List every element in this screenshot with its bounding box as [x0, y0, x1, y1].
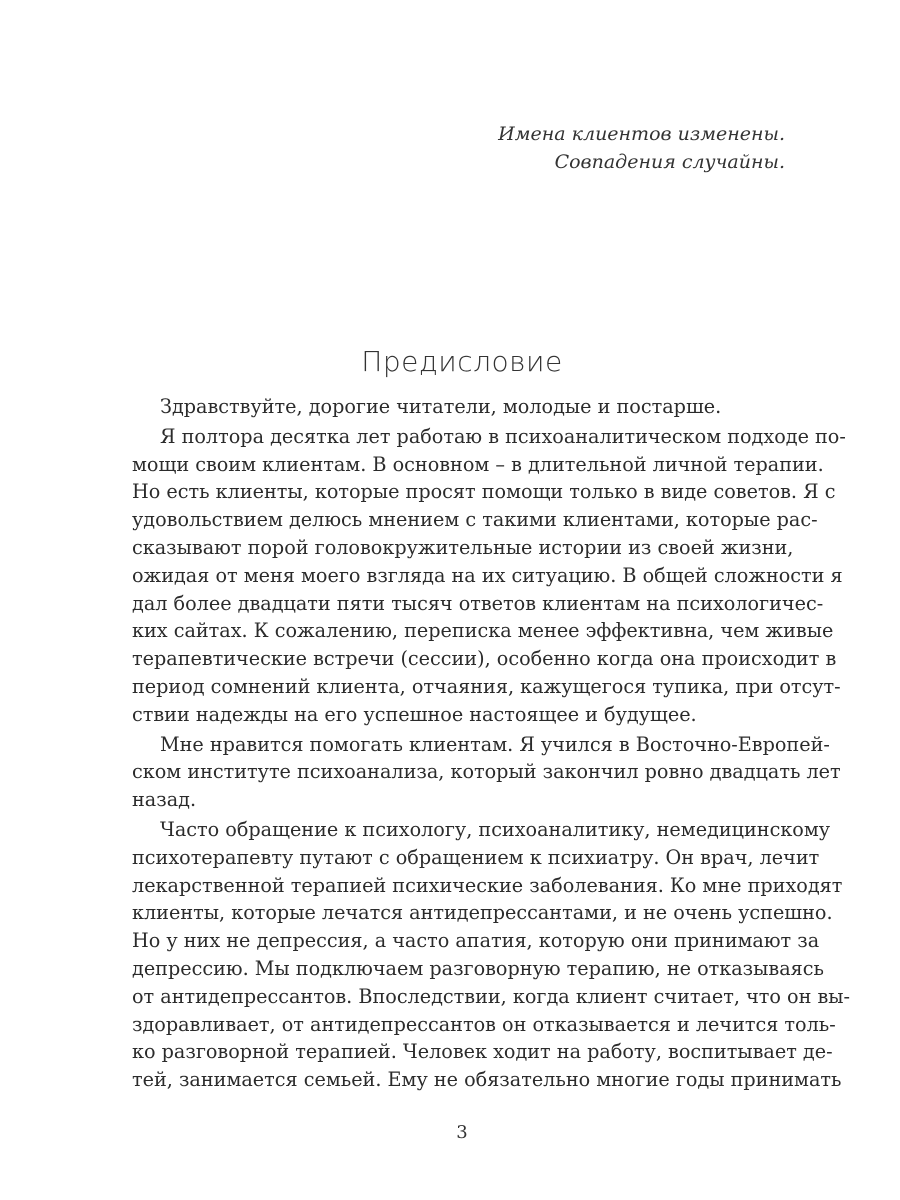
paragraph-2-line: терапевтические встречи (сессии), особенно когда она происходит в [132, 647, 837, 671]
paragraph-4-line: здоравливает, от антидепрессантов он отказывается и лечится толь- [132, 1012, 836, 1036]
paragraph-2-line: Я полтора десятка лет работаю в психоаналитическом подходе по- [160, 424, 846, 448]
paragraph-4-line: лекарственной терапией психические заболевания. Ко мне приходят [132, 873, 843, 897]
paragraph-1-line: Здравствуйте, дорогие читатели, молодые и постарше. [160, 395, 722, 418]
paragraph-4-line: Но у них не депрессия, а часто апатия, которую они принимают за [132, 929, 820, 953]
page-number: 3 [456, 1122, 468, 1143]
paragraph-2-line: сказывают порой головокружительные истории из своей жизни, [132, 535, 794, 559]
paragraph-2-line: удовольствием делюсь мнением с такими клиентами, которые рас- [132, 508, 818, 532]
paragraph-2-line: ожидая от меня моего взгляда на их ситуацию. В общей сложности я [132, 563, 843, 587]
paragraph-4-line: клиенты, которые лечатся антидепрессантами, и не очень успешно. [132, 901, 833, 925]
paragraph-2-line: период сомнений клиента, отчаяния, кажущегося тупика, при отсут- [132, 674, 841, 698]
paragraph-2-line: дал более двадцати пяти тысяч ответов клиентам на психологичес- [132, 591, 824, 615]
paragraph-2-line: Но есть клиенты, которые просят помощи только в виде советов. Я с [132, 480, 836, 504]
epigraph [498, 120, 785, 176]
paragraph-4-line: тей, занимается семьей. Ему не обязательно многие годы принимать [132, 1068, 842, 1092]
paragraph-2-line: мощи своим клиентам. В основном – в длительной личной терапии. [132, 452, 824, 476]
paragraph-4-line: от антидепрессантов. Впоследствии, когда клиент считает, что он вы- [132, 984, 851, 1008]
epigraph-line-2: Совпадения случайны. [554, 151, 785, 173]
paragraph-4-line: Часто обращение к психологу, психоаналитику, немедицинскому [160, 817, 831, 841]
paragraph-3-line: ском институте психоанализа, который закончил ровно двадцать лет [132, 760, 841, 784]
paragraph-4-line: ко разговорной терапией. Человек ходит на работу, воспитывает де- [132, 1040, 833, 1064]
epigraph-line-1: Имена клиентов изменены. [498, 123, 785, 145]
paragraph-3-line: назад. [132, 788, 197, 812]
paragraph-3-line: Мне нравится помогать клиентам. Я учился в Восточно-Европей- [160, 732, 830, 756]
paragraph-2-line: ствии надежды на его успешное настоящее и будущее. [132, 702, 697, 726]
chapter-title: Предисловие [361, 345, 563, 378]
paragraph-4-line: психотерапевту путают с обращением к психиатру. Он врач, лечит [132, 845, 820, 869]
paragraph-2-line: ких сайтах. К сожалению, переписка менее эффективна, чем живые [132, 619, 834, 643]
paragraph-4-line: депрессию. Мы подключаем разговорную терапию, не отказываясь [132, 956, 824, 980]
body-text [132, 393, 851, 1094]
